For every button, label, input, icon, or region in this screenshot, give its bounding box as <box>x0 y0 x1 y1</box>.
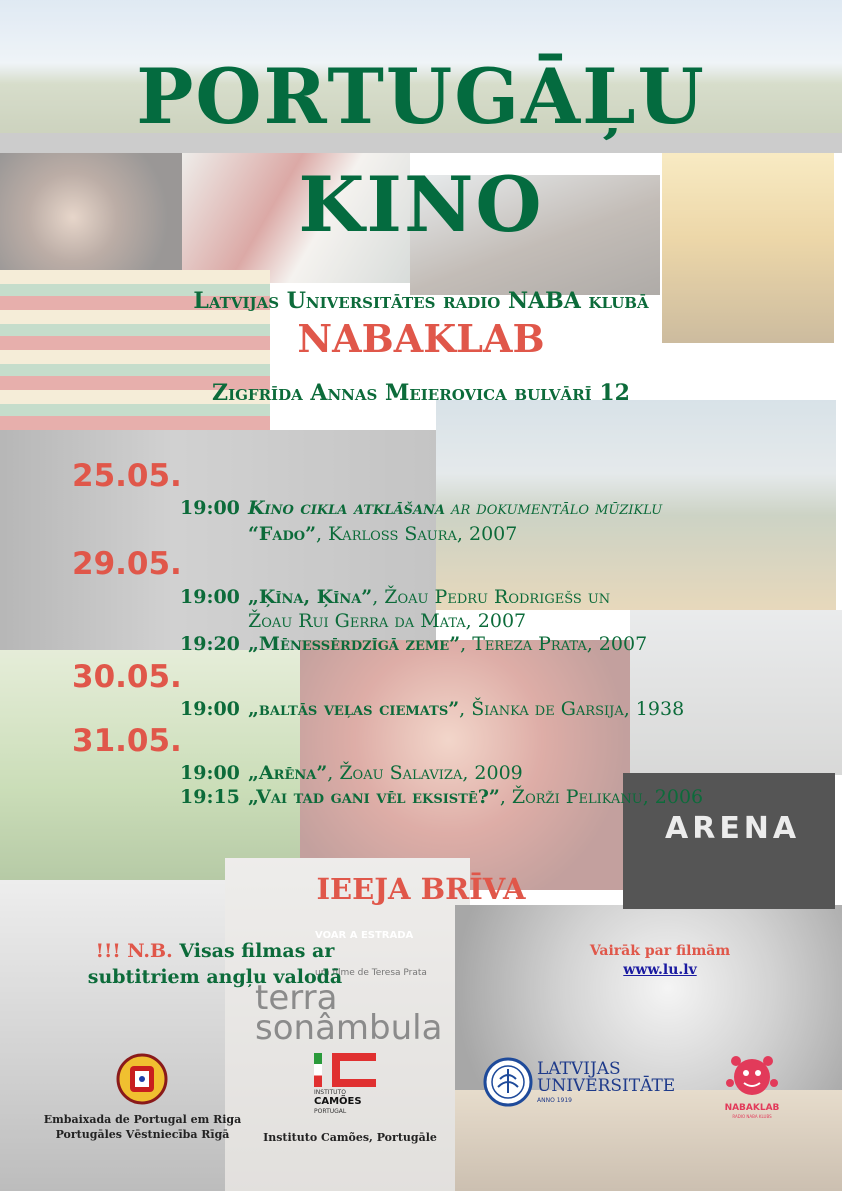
schedule-time: 19:00 <box>180 586 240 608</box>
schedule-details: , Šianka de Garsija, 1938 <box>459 698 685 720</box>
schedule-film: „baltās veļas ciemats” <box>248 698 460 720</box>
club-name: NABAKLAB <box>297 316 545 361</box>
free-entry-text: IEEJA BRĪVA <box>316 872 526 906</box>
schedule-film: „Arēna” <box>248 762 328 784</box>
schedule-row <box>180 610 526 632</box>
schedule-row <box>180 586 610 608</box>
schedule-details: , Karloss Saura, 2007 <box>316 523 518 545</box>
terra-poster-line1: terra <box>255 978 338 1018</box>
schedule-time: 19:20 <box>180 633 240 655</box>
date-31-05: 31.05. <box>72 723 182 759</box>
schedule-details: , Žorži Pelikanu, 2006 <box>499 786 704 808</box>
camoes-c-shape <box>332 1053 376 1087</box>
date-29-05: 29.05. <box>72 546 182 582</box>
lu-line1: LATVIJAS <box>537 1059 621 1079</box>
schedule-film: „Vai tad gani vēl eksistē?” <box>248 786 500 808</box>
embassy-line1: Embaixada de Portugal em Riga <box>43 1113 242 1126</box>
address-line: Zigfrīda Annas Meierovica bulvārī 12 <box>212 380 630 406</box>
schedule-time: 19:15 <box>180 786 240 808</box>
schedule-film: „Mēnessērdzīgā zeme” <box>248 633 461 655</box>
terra-poster-top: VOAR A ESTRADA <box>315 930 414 941</box>
date-30-05: 30.05. <box>72 659 182 695</box>
camoes-caption: Instituto Camões, Portugāle <box>263 1131 437 1144</box>
lu-line2: UNIVERSITĀTE <box>537 1076 676 1096</box>
camoes-logo-mid: CAMÕES <box>314 1096 362 1107</box>
camoes-logo <box>310 1053 382 1119</box>
schedule-row <box>180 762 523 784</box>
website-link[interactable]: www.lu.lv <box>623 962 697 978</box>
schedule-details: Žoau Rui Gerra da Mata, 2007 <box>248 610 527 632</box>
schedule-row <box>180 497 662 519</box>
date-25-05: 25.05. <box>72 458 182 494</box>
schedule-time: 19:00 <box>180 762 240 784</box>
embassy-coat-of-arms <box>116 1053 168 1109</box>
schedule-details: , Tereza Prata, 2007 <box>460 633 648 655</box>
terra-poster-small: um filme de Teresa Prata <box>315 968 427 978</box>
schedule-film: „Ķīna, Ķīna” <box>248 586 373 608</box>
nabaklab-wordmark: NABAKLAB <box>724 1103 780 1113</box>
nb-line2: subtitriem angļu valodā <box>87 966 343 988</box>
page-title-line2: KINO <box>298 160 544 249</box>
schedule-time: 19:00 <box>180 698 240 720</box>
nb-prefix: !!! N.B. <box>95 940 173 962</box>
arena-poster-title: ARENA <box>665 811 801 846</box>
schedule-details: ar dokumentālo mūziklu <box>445 497 663 519</box>
lu-logo <box>483 1055 676 1115</box>
lu-seal-icon <box>483 1057 533 1107</box>
nabaklab-mascot-icon <box>722 1053 782 1103</box>
nb-note <box>70 938 360 990</box>
embassy-caption <box>30 1112 255 1142</box>
schedule-details: , Žoau Salaviza, 2009 <box>327 762 523 784</box>
camoes-logo-top: INSTITUTO <box>314 1089 346 1096</box>
schedule-row <box>180 633 647 655</box>
lu-line3: ANNO 1919 <box>537 1097 572 1104</box>
schedule-film: Kino cikla atklāšana <box>248 497 446 519</box>
schedule-row <box>180 523 517 545</box>
venue-line: Latvijas Universitātes radio NABA klubā <box>193 288 649 314</box>
schedule-row <box>180 698 684 720</box>
more-info-text: Vairāk par filmām <box>589 943 731 959</box>
nb-line1: Visas filmas ar <box>172 940 335 962</box>
schedule-time: 19:00 <box>180 497 240 519</box>
nabaklab-subtext: RADIO NABA KLUBS <box>732 1114 772 1119</box>
embassy-line2: Portugāles Vēstniecība Rīgā <box>55 1128 230 1141</box>
camoes-i-bar <box>314 1053 322 1087</box>
camoes-logo-bot: PORTUGAL <box>314 1108 347 1115</box>
nabaklab-logo <box>718 1053 786 1123</box>
terra-poster-line2: sonâmbula <box>255 1008 443 1048</box>
coat-of-arms-icon <box>116 1053 168 1105</box>
page-title-line1: PORTUGĀĻU <box>136 52 706 141</box>
schedule-details: , Žoau Pedru Rodrigešs un <box>372 586 611 608</box>
schedule-row <box>180 786 703 808</box>
schedule-film: “Fado” <box>248 523 317 545</box>
